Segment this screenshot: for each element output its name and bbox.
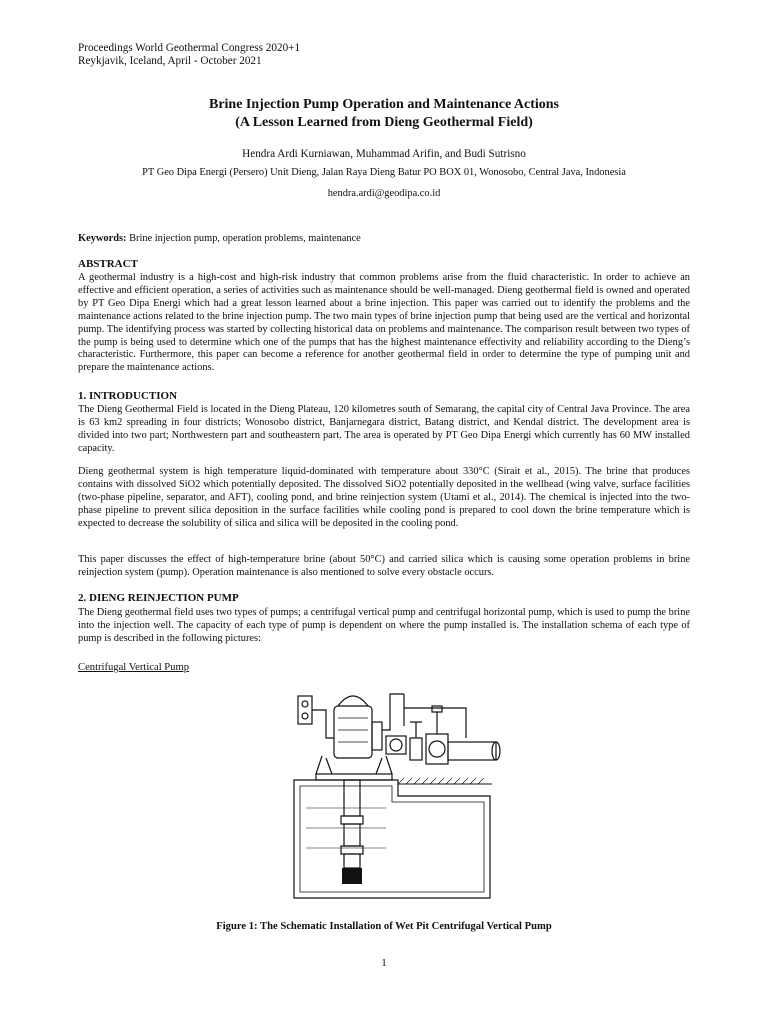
keywords — [78, 233, 690, 246]
conference-header — [78, 42, 300, 68]
suction-strainer — [342, 868, 362, 884]
authors: Hendra Ardi Kurniawan, Muhammad Arifin, and Budi Sutrisno — [242, 148, 526, 160]
keywords-text: Brine injection pump, operation problems, maintenance — [129, 233, 361, 244]
introduction-paragraph-3: This paper discusses the effect of high-temperature brine (about 50°C) and carried silica which is causing some operation problems in brine reinjection system (pump). Operation maintenance is also mentioned to solve every obstacle occurs. — [78, 554, 690, 578]
introduction-paragraph-2: Dieng geothermal system is high temperature liquid-dominated with temperature about 330°C (Sirait et al., 2015). The brine that produces contains with dissolved SiO2 which potentially deposited. The dissolved SiO2 potentially deposited in the wellhead (wing valve, surface facilities (two-phase pipeline, separator, and AFT), cooling pond, and brine reinjection system (Utami et al., 2014). The chemical is injected into the two-phase pipeline to prevent silica deposition in the surface facilities while cooling pond is prepared to cool down the brine temperature which is expected to decrease the solubility of silica and silica will be deposited in the cooling pond. — [78, 466, 690, 529]
section2-heading: 2. DIENG REINJECTION PUMP — [78, 592, 239, 604]
control-box — [298, 696, 312, 724]
figure-caption: Figure 1: The Schematic Installation of Wet Pit Centrifugal Vertical Pump — [216, 921, 552, 932]
motor — [334, 706, 372, 758]
author-email: hendra.ardi@geodipa.co.id — [327, 188, 441, 199]
conference-location: Reykjavik, Iceland, April - October 2021 — [78, 55, 262, 67]
vertical-pump-schematic — [286, 678, 506, 908]
introduction-heading: 1. INTRODUCTION — [78, 390, 178, 402]
valve-2 — [410, 738, 422, 760]
subsection-heading: Centrifugal Vertical Pump — [78, 662, 190, 673]
paper-title-line1: Brine Injection Pump Operation and Maintenance Actions — [208, 97, 559, 112]
introduction-paragraph-1: The Dieng Geothermal Field is located in the Dieng Plateau, 120 kilometres south of Semarang, the capital city of Central Java Province. The area is 63 km2 spreading in four districts; Wonosobo district, Banjarnegara district, Batang district, and Kendal district. The development area is divided into two part; Northwestern part and southeastern part. The area is operated by PT Geo Dipa Energi which currently has 60 MW installed capacity. — [78, 404, 690, 454]
affiliation: PT Geo Dipa Energi (Persero) Unit Dieng, Jalan Raya Dieng Batur PO BOX 01, Wonosobo, Central Java, Indonesia — [142, 167, 626, 178]
discharge-head — [372, 722, 382, 750]
section2-paragraph: The Dieng geothermal field uses two types of pumps; a centrifugal vertical pump and centrifugal horizontal pump, which is used to pump the brine into the injection well. The capacity of each type of pump is dependent on where the pump installed is. The installation schema of each type of pump is described in the following pictures: — [78, 607, 690, 644]
paper-title-line2: (A Lesson Learned from Dieng Geothermal Field) — [235, 115, 533, 130]
abstract-text: A geothermal industry is a high-cost and high-risk industry that common problems arise from the fluid characteristic. In order to achieve an effective and efficient operation, a series of activities such as maintenance should be well-managed. Dieng geothermal field is owned and operated by PT Geo Dipa Energi which had a great lesson learned about a brine injection. This paper was carried out to identify the problems and the maintenance actions related to the brine injection pump. The two main types of brine injection pump that being used are the vertical and horizontal pump. The identifying process was started by collecting historical data on problems and maintenance. The comparison result between two types of the pump is being used to determine which one of the pumps that has the highest maintenance effectivity and reliability according to the Dieng’s characteristic. Furthermore, this paper can become a reference for another geothermal field in order to determine the type of pumping unit and prepare the maintenance actions. — [78, 272, 690, 374]
base-plate — [316, 774, 392, 780]
page-number: 1 — [381, 957, 387, 969]
column-pipe — [344, 780, 360, 816]
conference-name: Proceedings World Geothermal Congress 2020+1 — [78, 42, 301, 54]
abstract-heading: ABSTRACT — [78, 258, 138, 270]
keywords-label: Keywords: — [78, 233, 127, 244]
outlet-pipe — [448, 742, 496, 760]
